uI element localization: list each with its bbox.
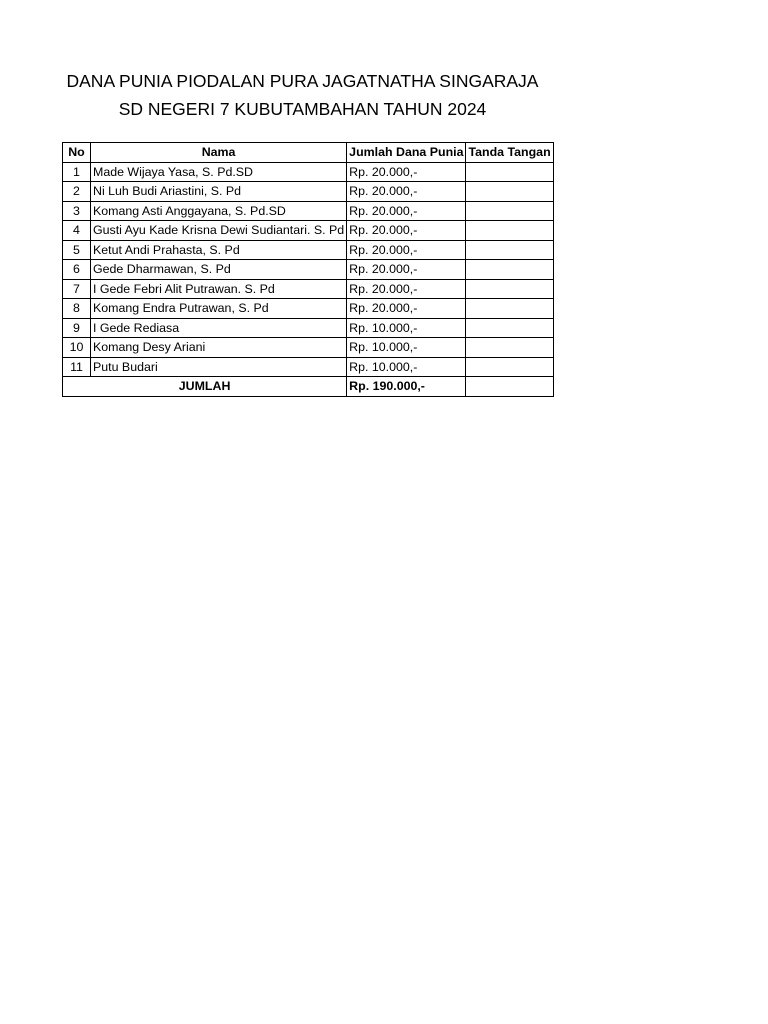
cell-no: 3 xyxy=(63,201,91,221)
cell-tanda-tangan xyxy=(466,299,553,319)
table-row xyxy=(63,279,554,299)
cell-tanda-tangan xyxy=(466,221,553,241)
cell-jumlah: Rp. 20.000,- xyxy=(347,279,466,299)
cell-tanda-tangan xyxy=(466,260,553,280)
cell-nama: Komang Asti Anggayana, S. Pd.SD xyxy=(91,201,347,221)
donation-table xyxy=(62,142,554,397)
cell-nama: Ketut Andi Prahasta, S. Pd xyxy=(91,240,347,260)
cell-jumlah: Rp. 20.000,- xyxy=(347,182,466,202)
header-tanda-tangan: Tanda Tangan xyxy=(466,143,553,163)
cell-tanda-tangan xyxy=(466,240,553,260)
table-row xyxy=(63,357,554,377)
header-jumlah: Jumlah Dana Punia xyxy=(347,143,466,163)
total-jumlah: Rp. 190.000,- xyxy=(347,377,466,397)
cell-nama: I Gede Rediasa xyxy=(91,318,347,338)
table-row xyxy=(63,338,554,358)
cell-no: 2 xyxy=(63,182,91,202)
cell-tanda-tangan xyxy=(466,279,553,299)
cell-no: 9 xyxy=(63,318,91,338)
table-row xyxy=(63,260,554,280)
document-subtitle: SD NEGERI 7 KUBUTAMBAHAN TAHUN 2024 xyxy=(118,99,487,119)
cell-jumlah: Rp. 20.000,- xyxy=(347,221,466,241)
cell-no: 10 xyxy=(63,338,91,358)
cell-nama: Made Wijaya Yasa, S. Pd.SD xyxy=(91,162,347,182)
cell-nama: Komang Endra Putrawan, S. Pd xyxy=(91,299,347,319)
cell-jumlah: Rp. 20.000,- xyxy=(347,162,466,182)
cell-nama: Ni Luh Budi Ariastini, S. Pd xyxy=(91,182,347,202)
cell-tanda-tangan xyxy=(466,338,553,358)
cell-tanda-tangan xyxy=(466,357,553,377)
header-nama: Nama xyxy=(91,143,347,163)
cell-jumlah: Rp. 10.000,- xyxy=(347,338,466,358)
table-header-row xyxy=(63,143,554,163)
cell-jumlah: Rp. 20.000,- xyxy=(347,260,466,280)
cell-tanda-tangan xyxy=(466,162,553,182)
cell-jumlah: Rp. 20.000,- xyxy=(347,240,466,260)
document-title: DANA PUNIA PIODALAN PURA JAGATNATHA SINGARAJA xyxy=(66,71,539,91)
cell-nama: Gusti Ayu Kade Krisna Dewi Sudiantari. S. Pd xyxy=(91,221,347,241)
cell-no: 1 xyxy=(63,162,91,182)
cell-tanda-tangan xyxy=(466,201,553,221)
cell-nama: Gede Dharmawan, S. Pd xyxy=(91,260,347,280)
cell-tanda-tangan xyxy=(466,182,553,202)
cell-tanda-tangan xyxy=(466,318,553,338)
cell-no: 8 xyxy=(63,299,91,319)
table-total-row xyxy=(63,377,554,397)
cell-no: 11 xyxy=(63,357,91,377)
table-row xyxy=(63,162,554,182)
table-row xyxy=(63,221,554,241)
cell-nama: I Gede Febri Alit Putrawan. S. Pd xyxy=(91,279,347,299)
cell-no: 6 xyxy=(63,260,91,280)
table-row xyxy=(63,299,554,319)
total-tanda-tangan xyxy=(466,377,553,397)
table-row xyxy=(63,240,554,260)
cell-no: 4 xyxy=(63,221,91,241)
header-no: No xyxy=(63,143,91,163)
total-label: JUMLAH xyxy=(63,377,347,397)
cell-no: 5 xyxy=(63,240,91,260)
cell-jumlah: Rp. 10.000,- xyxy=(347,318,466,338)
cell-nama: Putu Budari xyxy=(91,357,347,377)
table-row xyxy=(63,182,554,202)
table-row xyxy=(63,201,554,221)
cell-no: 7 xyxy=(63,279,91,299)
cell-jumlah: Rp. 20.000,- xyxy=(347,201,466,221)
cell-jumlah: Rp. 10.000,- xyxy=(347,357,466,377)
cell-nama: Komang Desy Ariani xyxy=(91,338,347,358)
cell-jumlah: Rp. 20.000,- xyxy=(347,299,466,319)
table-row xyxy=(63,318,554,338)
